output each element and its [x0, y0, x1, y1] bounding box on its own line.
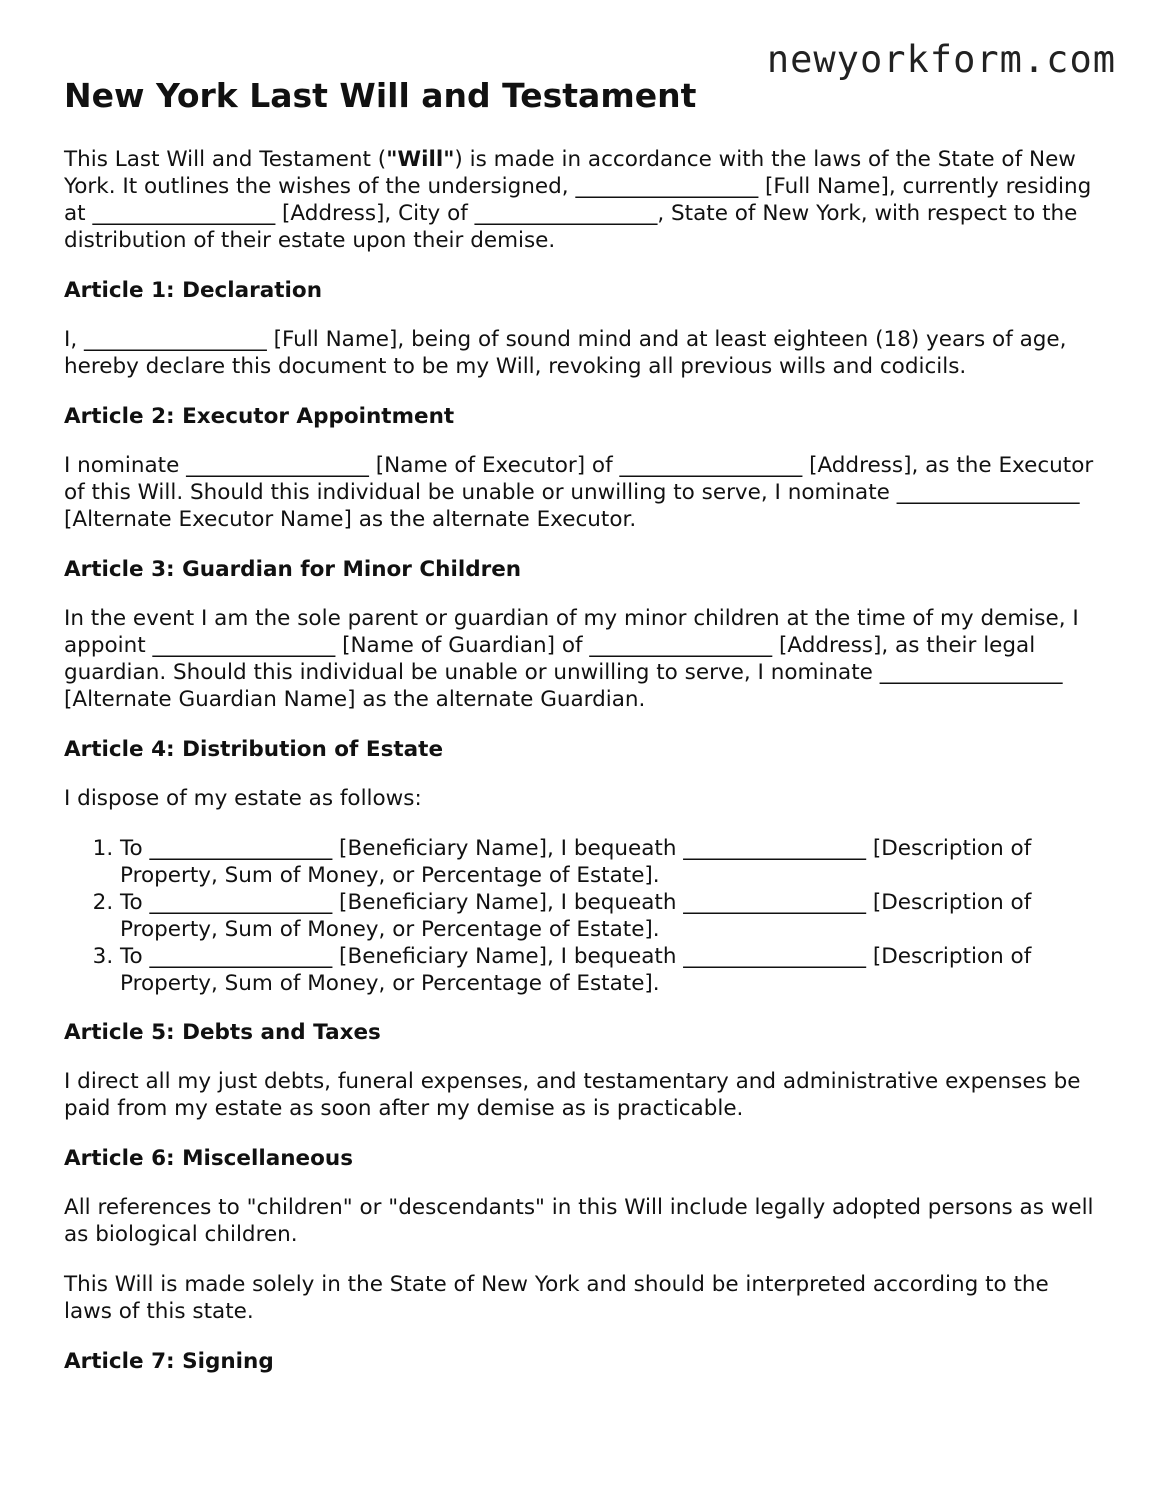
list-item: 3. To _________________ [Beneficiary Name], I bequeath _________________ [Description of Property, Sum of Money, or Percentage of Estate]. — [120, 943, 1094, 997]
article-2-heading: Article 2: Executor Appointment — [64, 403, 455, 429]
intro-text-c: ) is made in accordance with the laws of the State of New York. It outlines the wishes of the undersigned, _________________ [Full Name], currently residing at _________________ [Address], City of _________________, State of New York, with respect to the distribution of their estate upon their demise. — [64, 146, 1092, 253]
intro-will-term: "Will" — [386, 146, 455, 172]
bequest-list — [64, 835, 1094, 997]
intro-paragraph — [64, 146, 1094, 254]
article-6-body-2: This Will is made solely in the State of New York and should be interpreted according to the laws of this state. — [64, 1271, 1049, 1324]
article-4-body: I dispose of my estate as follows: — [64, 785, 422, 811]
list-item: 1. To _________________ [Beneficiary Name], I bequeath _________________ [Description of Property, Sum of Money, or Percentage of Estate]. — [120, 835, 1094, 889]
intro-text-a: This Last Will and Testament ( — [64, 146, 387, 172]
article-2-body: I nominate _________________ [Name of Executor] of _________________ [Address], as the Executor of this Will. Should this individual be unable or unwilling to serve, I nominate _________________ [Alternate Executor Name] as the alternate Executor. — [64, 452, 1094, 532]
article-6-body: All references to "children" or "descendants" in this Will include legally adopted persons as well as biological children. — [64, 1194, 1094, 1247]
article-3-heading: Article 3: Guardian for Minor Children — [64, 556, 522, 582]
article-6-heading: Article 6: Miscellaneous — [64, 1145, 354, 1171]
article-7-heading: Article 7: Signing — [64, 1348, 274, 1374]
article-5-body: I direct all my just debts, funeral expenses, and testamentary and administrative expenses be paid from my estate as soon after my demise as is practicable. — [64, 1068, 1081, 1121]
list-item: 2. To _________________ [Beneficiary Name], I bequeath _________________ [Description of Property, Sum of Money, or Percentage of Estate]. — [120, 889, 1094, 943]
page-title: New York Last Will and Testament — [64, 76, 697, 115]
article-1-heading: Article 1: Declaration — [64, 277, 322, 303]
article-4-heading: Article 4: Distribution of Estate — [64, 736, 444, 762]
article-1-body: I, _________________ [Full Name], being of sound mind and at least eighteen (18) years of age, hereby declare this document to be my Will, revoking all previous wills and codicils. — [64, 326, 1067, 379]
article-3-body: In the event I am the sole parent or guardian of my minor children at the time of my demise, I appoint _________________ [Name of Guardian] of _________________ [Address], as their legal guardian. Should this individual be unable or unwilling to serve, I nominate _________________ [Alternate Guardian Name] as the alternate Guardian. — [64, 605, 1079, 712]
document-page — [64, 76, 1094, 1397]
article-5-heading: Article 5: Debts and Taxes — [64, 1019, 381, 1045]
site-watermark: newyorkform.com — [766, 38, 1116, 81]
